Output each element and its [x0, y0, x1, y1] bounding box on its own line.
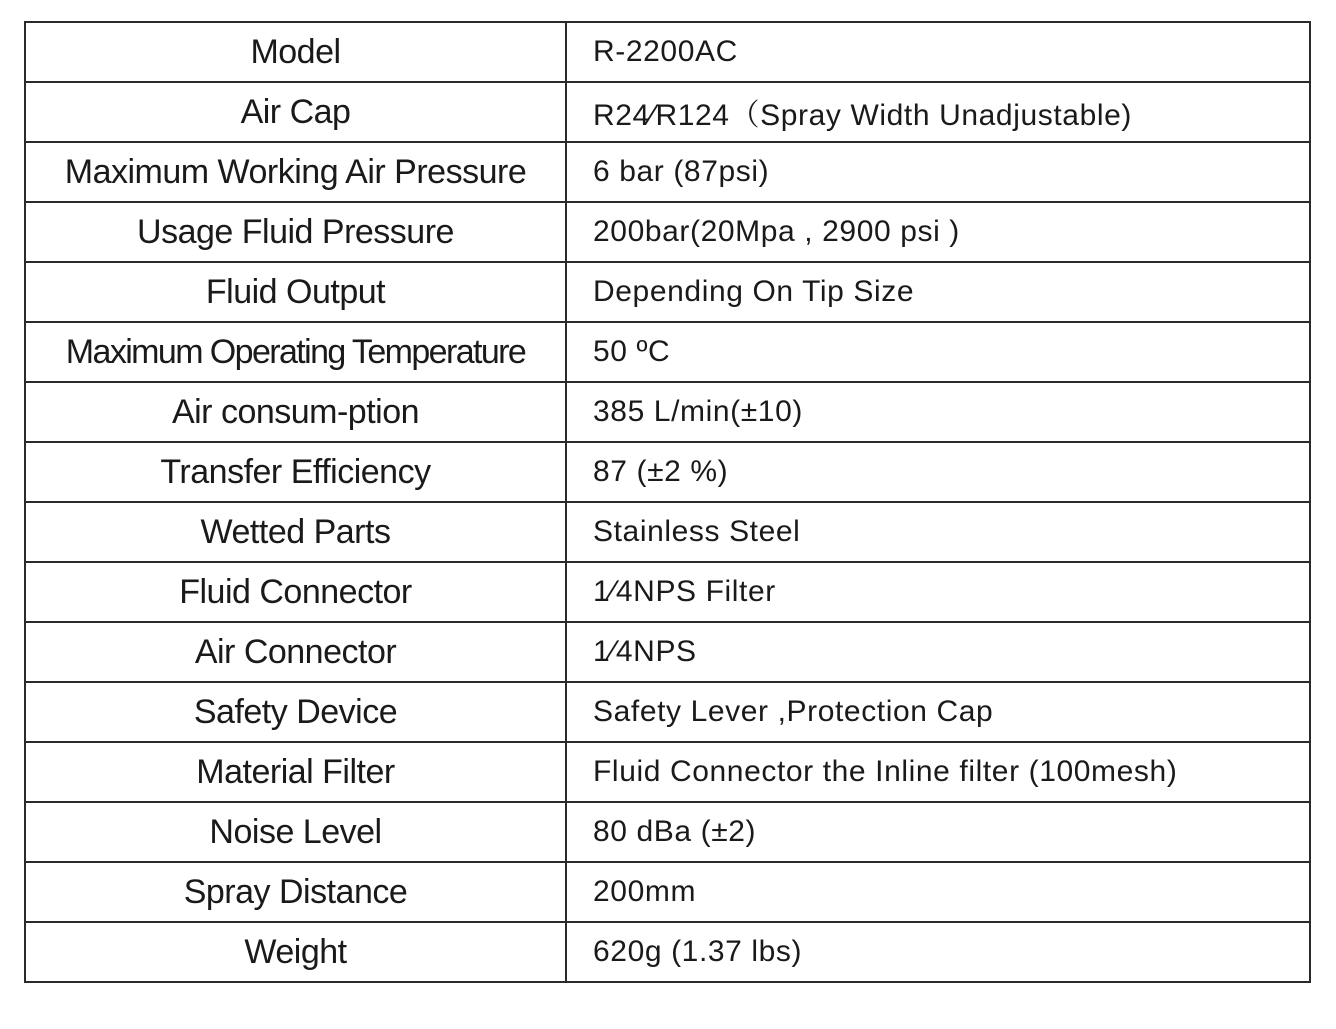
spec-label-usage-fluid-pressure: Usage Fluid Pressure	[25, 202, 566, 262]
spec-value-usage-fluid-pressure: 200bar(20Mpa , 2900 psi )	[566, 202, 1310, 262]
table-row-model	[25, 22, 1310, 82]
table-row-max-operating-temperature	[25, 322, 1310, 382]
spec-label-air-consumption: Air consum-ption	[25, 382, 566, 442]
spec-value-weight: 620g (1.37 lbs)	[566, 922, 1310, 982]
spec-label-model: Model	[25, 22, 566, 82]
spec-value-max-operating-temperature: 50 ºC	[566, 322, 1310, 382]
spec-value-model: R-2200AC	[566, 22, 1310, 82]
spec-value-noise-level: 80 dBa (±2)	[566, 802, 1310, 862]
table-row-air-cap	[25, 82, 1310, 142]
table-row-air-connector	[25, 622, 1310, 682]
table-row-transfer-efficiency	[25, 442, 1310, 502]
spec-label-air-cap: Air Cap	[25, 82, 566, 142]
spec-value-max-working-air-pressure: 6 bar (87psi)	[566, 142, 1310, 202]
spec-label-transfer-efficiency: Transfer Efficiency	[25, 442, 566, 502]
spec-value-fluid-connector: 1∕4NPS Filter	[566, 562, 1310, 622]
table-row-fluid-connector	[25, 562, 1310, 622]
spec-label-wetted-parts: Wetted Parts	[25, 502, 566, 562]
spec-value-transfer-efficiency: 87 (±2 %)	[566, 442, 1310, 502]
spec-label-noise-level: Noise Level	[25, 802, 566, 862]
spec-label-weight: Weight	[25, 922, 566, 982]
table-row-usage-fluid-pressure	[25, 202, 1310, 262]
spec-label-fluid-output: Fluid Output	[25, 262, 566, 322]
spec-table	[24, 21, 1311, 983]
table-row-air-consumption	[25, 382, 1310, 442]
spec-value-air-cap: R24∕R124（Spray Width Unadjustable)	[566, 82, 1310, 142]
table-row-material-filter	[25, 742, 1310, 802]
spec-value-air-connector: 1∕4NPS	[566, 622, 1310, 682]
table-row-spray-distance	[25, 862, 1310, 922]
spec-label-spray-distance: Spray Distance	[25, 862, 566, 922]
spec-value-fluid-output: Depending On Tip Size	[566, 262, 1310, 322]
spec-value-safety-device: Safety Lever ,Protection Cap	[566, 682, 1310, 742]
spec-label-max-working-air-pressure: Maximum Working Air Pressure	[25, 142, 566, 202]
spec-value-spray-distance: 200mm	[566, 862, 1310, 922]
table-row-weight	[25, 922, 1310, 982]
spec-value-air-consumption: 385 L/min(±10)	[566, 382, 1310, 442]
table-row-safety-device	[25, 682, 1310, 742]
spec-label-fluid-connector: Fluid Connector	[25, 562, 566, 622]
table-row-max-working-air-pressure	[25, 142, 1310, 202]
spec-label-material-filter: Material Filter	[25, 742, 566, 802]
spec-value-material-filter: Fluid Connector the Inline filter (100mesh)	[566, 742, 1310, 802]
spec-label-max-operating-temperature: Maximum Operating Temperature	[25, 322, 566, 382]
table-row-wetted-parts	[25, 502, 1310, 562]
spec-value-wetted-parts: Stainless Steel	[566, 502, 1310, 562]
spec-table-body	[25, 22, 1310, 982]
spec-label-safety-device: Safety Device	[25, 682, 566, 742]
spec-label-air-connector: Air Connector	[25, 622, 566, 682]
table-row-fluid-output	[25, 262, 1310, 322]
table-row-noise-level	[25, 802, 1310, 862]
